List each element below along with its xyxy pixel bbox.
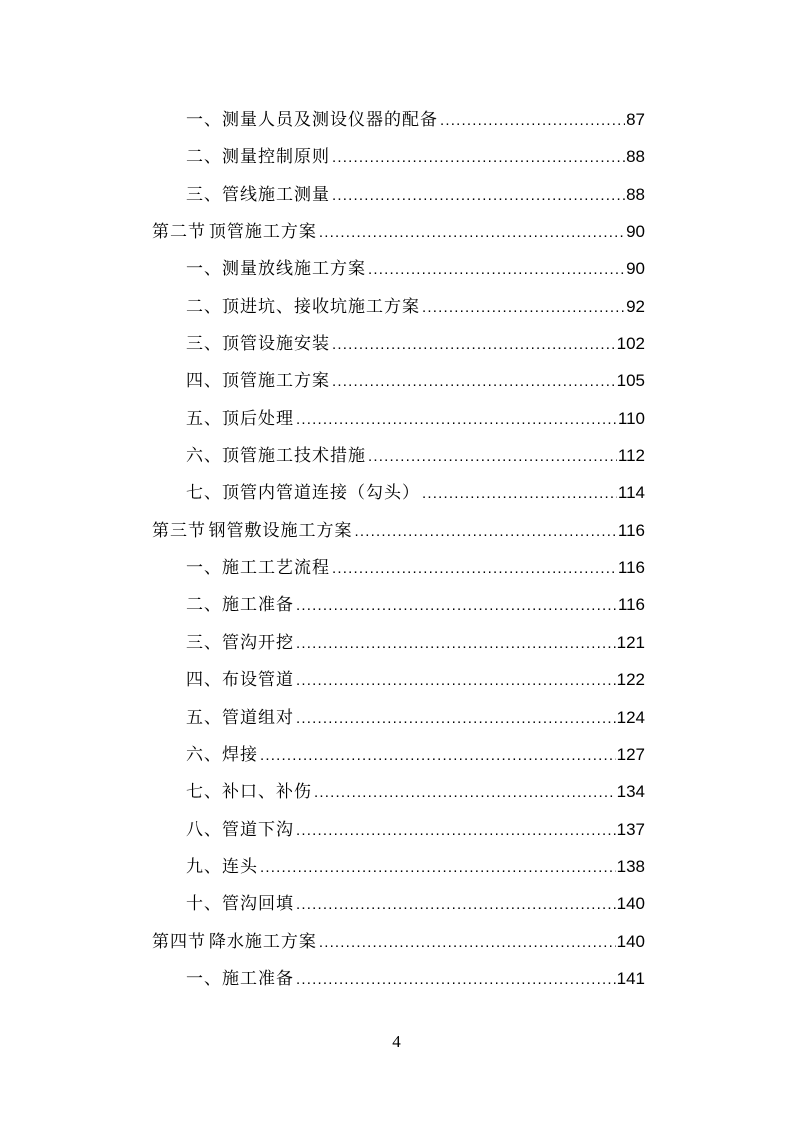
toc-subsection-entry[interactable] — [0, 586, 793, 623]
toc-page-number: 112 — [617, 446, 645, 466]
toc-entry-title: 降水施工方案 — [208, 931, 317, 952]
toc-page-number: 122 — [616, 670, 645, 690]
toc-entry-title: 顶进坑、接收坑施工方案 — [222, 296, 420, 317]
toc-subsection-entry[interactable] — [0, 699, 793, 736]
toc-entry-title: 顶管内管道连接（勾头） — [222, 483, 420, 504]
toc-entry-title: 顶管设施安装 — [222, 334, 330, 355]
toc-entry-title: 钢管敷设施工方案 — [208, 520, 353, 541]
toc-page-number: 140 — [616, 894, 645, 914]
toc-entry-title: 焊接 — [222, 744, 258, 765]
toc-entry-title: 补口、补伤 — [222, 782, 312, 803]
toc-entry-number: 第四节 — [152, 931, 206, 952]
toc-section-entry[interactable] — [0, 512, 793, 549]
toc-page-number: 124 — [616, 707, 645, 727]
toc-page-number: 105 — [616, 371, 645, 391]
toc-dot-leader — [296, 961, 616, 998]
toc-dot-leader — [260, 737, 616, 774]
toc-subsection-entry[interactable] — [0, 773, 793, 810]
toc-entry-number: 五、 — [186, 707, 222, 728]
toc-page-number: 90 — [626, 222, 645, 242]
toc-dot-leader — [296, 401, 617, 438]
toc-subsection-entry[interactable] — [0, 437, 793, 474]
toc-entry-number: 八、 — [186, 819, 222, 840]
toc-page-number: 134 — [616, 782, 645, 802]
toc-subsection-entry[interactable] — [0, 960, 793, 997]
toc-subsection-entry[interactable] — [0, 176, 793, 213]
toc-subsection-entry[interactable] — [0, 474, 793, 511]
toc-entry-title: 顶管施工技术措施 — [222, 446, 366, 467]
toc-entry-number: 一、 — [186, 968, 222, 989]
toc-page-number: 121 — [616, 632, 645, 652]
toc-entry-number: 五、 — [186, 408, 222, 429]
toc-entry-title: 顶管施工方案 — [208, 222, 317, 243]
toc-subsection-entry[interactable] — [0, 400, 793, 437]
toc-dot-leader — [319, 924, 616, 961]
toc-dot-leader — [440, 102, 625, 139]
toc-subsection-entry[interactable] — [0, 736, 793, 773]
toc-page-number: 90 — [626, 259, 645, 279]
toc-page-number: 88 — [626, 184, 645, 204]
toc-subsection-entry[interactable] — [0, 138, 793, 175]
toc-entry-number: 第二节 — [152, 222, 206, 243]
toc-subsection-entry[interactable] — [0, 661, 793, 698]
toc-dot-leader — [332, 550, 617, 587]
toc-entry-number: 七、 — [186, 483, 222, 504]
toc-dot-leader — [368, 251, 625, 288]
toc-page-number: 88 — [626, 147, 645, 167]
toc-page-number: 138 — [616, 856, 645, 876]
toc-entry-title: 顶后处理 — [222, 408, 294, 429]
toc-page-number: 127 — [616, 744, 645, 764]
toc-subsection-entry[interactable] — [0, 250, 793, 287]
toc-dot-leader — [368, 438, 617, 475]
toc-dot-leader — [332, 326, 616, 363]
toc-entry-title: 顶管施工方案 — [222, 371, 330, 392]
toc-page-number: 87 — [626, 110, 645, 129]
toc-entry-number: 三、 — [186, 184, 222, 205]
toc-dot-leader — [332, 139, 625, 176]
toc-entry-title: 管沟开挖 — [222, 632, 294, 653]
toc-page-number: 116 — [617, 558, 645, 578]
toc-entry-number: 二、 — [186, 296, 222, 317]
toc-dot-leader — [422, 289, 625, 326]
toc-page-number: 116 — [617, 595, 645, 615]
toc-entry-number: 一、 — [186, 110, 222, 130]
toc-dot-leader — [296, 587, 617, 624]
toc-entry-title: 测量放线施工方案 — [222, 259, 366, 280]
toc-dot-leader — [422, 475, 617, 512]
toc-dot-leader — [332, 363, 616, 400]
toc-subsection-entry[interactable] — [0, 288, 793, 325]
toc-subsection-entry[interactable] — [0, 362, 793, 399]
toc-entry-title: 管道组对 — [222, 707, 294, 728]
toc-subsection-entry[interactable] — [0, 101, 793, 138]
toc-dot-leader — [260, 849, 616, 886]
toc-dot-leader — [332, 177, 625, 214]
toc-dot-leader — [296, 886, 616, 923]
toc-subsection-entry[interactable] — [0, 549, 793, 586]
toc-entry-number: 四、 — [186, 371, 222, 392]
toc-dot-leader — [355, 513, 617, 550]
toc-entry-number: 三、 — [186, 632, 222, 653]
toc-entry-title: 连头 — [222, 856, 258, 877]
toc-dot-leader — [319, 214, 625, 251]
toc-entry-title: 布设管道 — [222, 670, 294, 691]
toc-section-entry[interactable] — [0, 923, 793, 960]
toc-entry-title: 管道下沟 — [222, 819, 294, 840]
toc-dot-leader — [296, 812, 616, 849]
toc-entry-title: 测量控制原则 — [222, 147, 330, 168]
toc-entry-title: 施工准备 — [222, 595, 294, 616]
toc-subsection-entry[interactable] — [0, 848, 793, 885]
toc-subsection-entry[interactable] — [0, 885, 793, 922]
toc-entry-number: 六、 — [186, 446, 222, 467]
toc-entry-number: 七、 — [186, 782, 222, 803]
table-of-contents — [0, 101, 793, 997]
toc-dot-leader — [296, 700, 616, 737]
toc-entry-number: 二、 — [186, 595, 222, 616]
toc-subsection-entry[interactable] — [0, 811, 793, 848]
toc-entry-number: 第三节 — [152, 520, 206, 541]
toc-entry-title: 施工准备 — [222, 968, 294, 989]
toc-dot-leader — [296, 662, 616, 699]
toc-entry-number: 六、 — [186, 744, 222, 765]
toc-entry-title: 管沟回填 — [222, 894, 294, 915]
toc-section-entry[interactable] — [0, 213, 793, 250]
toc-entry-title: 管线施工测量 — [222, 184, 330, 205]
toc-page-number: 116 — [617, 520, 645, 540]
toc-entry-number: 四、 — [186, 670, 222, 691]
toc-page-number: 110 — [617, 408, 645, 428]
toc-page-number: 141 — [616, 968, 645, 988]
toc-entry-number: 十、 — [186, 894, 222, 915]
toc-entry-number: 一、 — [186, 259, 222, 280]
toc-entry-number: 一、 — [186, 558, 222, 579]
toc-entry-title: 测量人员及测设仪器的配备 — [222, 110, 438, 130]
toc-entry-number: 三、 — [186, 334, 222, 355]
toc-page-number: 114 — [617, 483, 645, 503]
page-number-footer: 4 — [392, 1032, 401, 1051]
toc-page-number: 140 — [616, 931, 645, 951]
toc-page-number: 137 — [616, 819, 645, 839]
toc-page-number: 102 — [616, 334, 645, 354]
toc-subsection-entry[interactable] — [0, 325, 793, 362]
toc-entry-number: 二、 — [186, 147, 222, 168]
toc-page-number: 92 — [626, 296, 645, 316]
toc-entry-number: 九、 — [186, 856, 222, 877]
toc-dot-leader — [296, 625, 616, 662]
toc-subsection-entry[interactable] — [0, 624, 793, 661]
toc-entry-title: 施工工艺流程 — [222, 558, 330, 579]
toc-dot-leader — [314, 774, 616, 811]
